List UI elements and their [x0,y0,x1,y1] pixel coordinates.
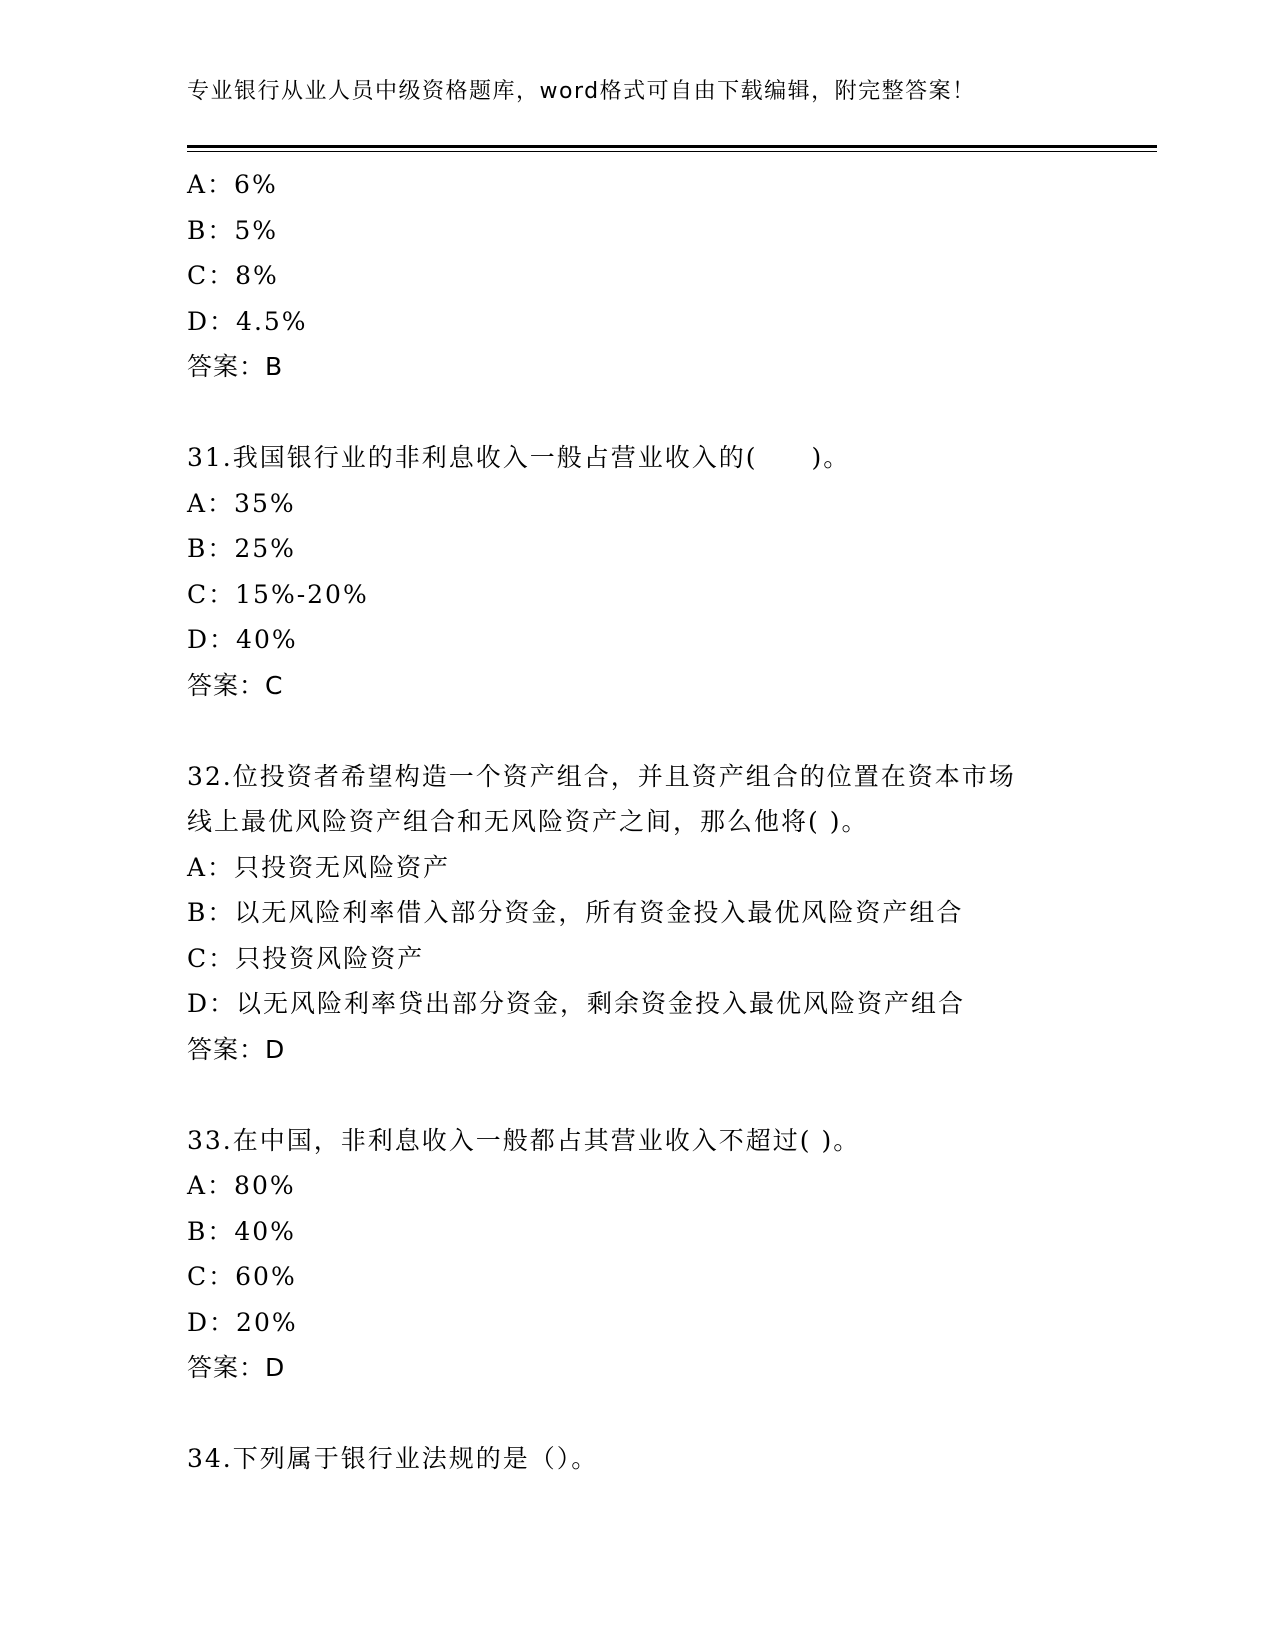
option-a: A：只投资无风险资产 [187,852,451,882]
option-d: D：4.5% [187,306,308,336]
answer: 答案：C [187,670,284,700]
question-stem: 33.在中国，非利息收入一般都占其营业收入不超过( )。 [187,1125,861,1155]
option-c: C：只投资风险资产 [187,943,425,973]
option-b: B：以无风险利率借入部分资金，所有资金投入最优风险资产组合 [187,898,964,927]
answer: 答案：D [187,1034,286,1064]
option-b: B：5% [187,215,279,245]
answer: 答案：B [187,352,284,381]
question-block-31 [187,435,1157,708]
question-block-32 [187,754,1157,1073]
page-header: 专业银行从业人员中级资格题库，word格式可自由下载编辑，附完整答案！ [187,79,976,104]
option-c: C：8% [187,261,279,290]
option-a: A：80% [187,1171,296,1200]
question-list [187,162,1157,1482]
option-d: D：20% [187,1307,298,1337]
question-block-34 [187,1436,1157,1482]
header-rule-thick [187,145,1157,148]
question-block-prev [187,162,1157,390]
option-c: C：60% [187,1262,297,1291]
question-stem: 31.我国银行业的非利息收入一般占营业收入的( )。 [187,443,851,472]
option-a: A：6% [187,170,278,199]
question-stem-line-2: 线上最优风险资产组合和无风险资产之间，那么他将( )。 [187,807,869,836]
question-block-33 [187,1118,1157,1391]
question-stem: 34.下列属于银行业法规的是（）。 [187,1444,599,1473]
option-b: B：25% [187,534,296,563]
header-rule-thin [187,151,1157,152]
option-c: C：15%-20% [187,579,369,609]
option-b: B：40% [187,1216,296,1246]
option-d: D：以无风险利率贷出部分资金，剩余资金投入最优风险资产组合 [187,989,966,1018]
option-a: A：35% [187,488,296,518]
answer: 答案：D [187,1353,286,1382]
question-stem-line-1: 32.位投资者希望构造一个资产组合，并且资产组合的位置在资本市场 [187,761,1016,791]
option-d: D：40% [187,625,298,654]
